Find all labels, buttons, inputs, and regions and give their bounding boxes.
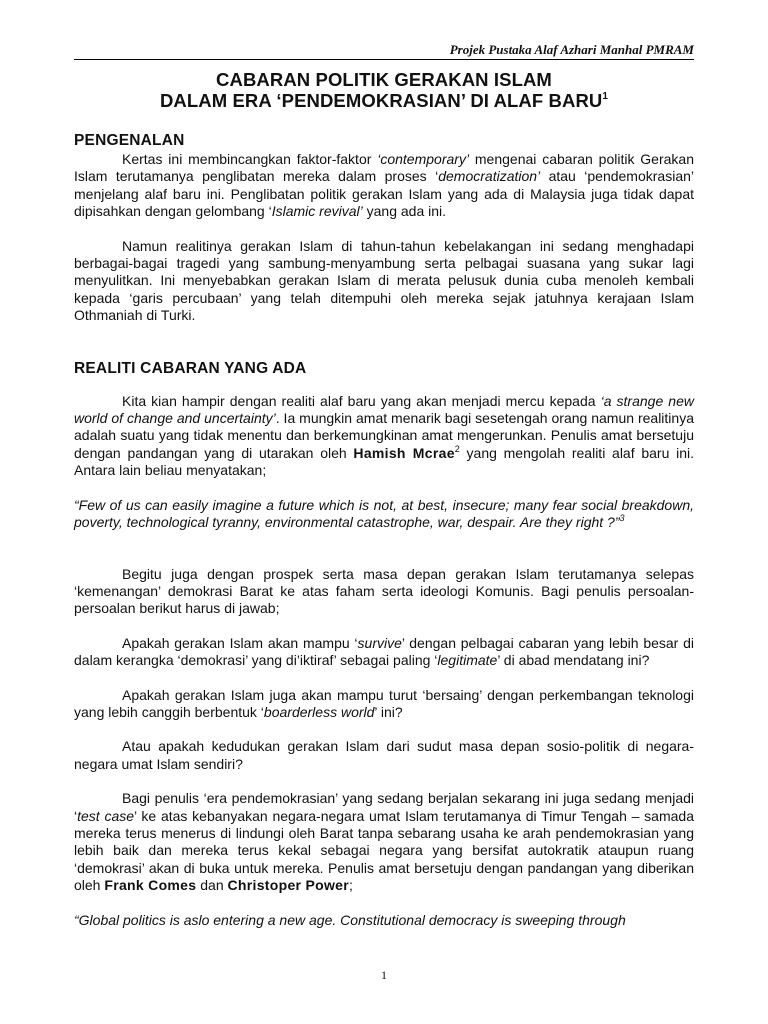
term-survive: survive (357, 634, 402, 651)
author-name-christoper-power: Christoper Power (227, 877, 349, 894)
paragraph-8-text-a: Bagi penulis ‘era pendemokrasian’ yang sedang berjalan sekarang ini juga sedang menjadi ‘ (74, 790, 694, 824)
title-line-1: CABARAN POLITIK GERAKAN ISLAM (216, 69, 552, 90)
paragraph-1-text-b: mengenai cabaran politik Gerakan Islam terutamanya penglibatan mereka dalam proses ‘ (74, 151, 694, 185)
paragraph-3-text-a: Kita kian hampir dengan realiti alaf baru yang akan menjadi mercu kepada (122, 392, 601, 409)
body-content (74, 131, 694, 929)
term-democratization: democratization’ (438, 168, 541, 185)
quote-1 (74, 497, 694, 532)
term-legitimate: legitimate (437, 652, 498, 669)
paragraph-8-text-b: ’ ke atas kebanyakan negara-negara umat Islam terutamanya di Timur Tengah – samada mereka terus menerus di lindungi oleh Barat tanpa sebarang usaha ke arah pendemokrasian yang lebih baik dan mereka terus kekal sebagai negara yang bersifat autokratik ataupun ruang ‘demokrasi’ akan di buka untuk mereka. Penulis amat bersetuju dengan pandangan yang diberikan oleh (74, 807, 694, 894)
paragraph-1-text-a: Kertas ini membincangkan faktor-faktor (122, 151, 378, 167)
paragraph-3-text-b: . Ia mungkin amat menarik bagi sesetengah orang namun realitinya adalah suatu yang tidak menentu dan berkemungkinan amat mengerunkan. Penulis amat bersetuju dengan pandangan yang di utarakan oleh (74, 410, 694, 461)
paragraph-5-text-b: ’ dengan pelbagai cabaran yang lebih besar di dalam kerangka ‘demokrasi’ yang di’iktiraf’ sebagai paling ‘ (74, 634, 695, 669)
paragraph-6-text-b: ’ ini? (374, 703, 403, 720)
paragraph-8-conjunction: dan (196, 877, 228, 894)
section-heading-realiti: REALITI CABARAN YANG ADA (74, 359, 307, 377)
paragraph-1 (74, 151, 694, 221)
paragraph-4: Begitu juga dengan prospek serta masa depan gerakan Islam terutamanya selepas ‘kemenangan’ demokrasi Barat ke atas faham serta ideologi Komunis. Bagi penulis persoalan-persoalan berikut harus di jawab; (74, 565, 694, 617)
term-strange-new-world: ‘a strange new world of change and uncertainty’ (74, 392, 694, 427)
quote-1-text: “Few of us can easily imagine a future which is not, at best, insecure; many fear social breakdown, poverty, technological tyranny, environmental catastrophe, war, despair. Are they right ?” (74, 496, 694, 531)
term-boarderless-world: boarderless world (263, 703, 375, 720)
paragraph-8 (74, 790, 694, 894)
author-name-frank-comes: Frank Comes (104, 877, 197, 894)
page-number: 1 (381, 968, 387, 982)
paragraph-7: Atau apakah kedudukan gerakan Islam dari sudut masa depan sosio-politik di negara-negara umat Islam sendiri? (74, 738, 694, 772)
footnote-mark-2: 2 (454, 443, 460, 454)
paragraph-5 (74, 635, 694, 670)
title-footnote-mark: 1 (602, 91, 609, 102)
term-islamic-revival: Islamic revival’ (271, 203, 363, 220)
section-heading-pengenalan: PENGENALAN (74, 132, 185, 149)
term-contemporary: ‘contemporary’ (377, 151, 470, 167)
paragraph-6 (74, 687, 694, 722)
paper-title (74, 69, 694, 111)
paragraph-3 (74, 393, 694, 480)
title-line-2-text: DALAM ERA ‘PENDEMOKRASIAN’ DI ALAF BARU (159, 90, 603, 111)
paragraph-6-text-a: Apakah gerakan Islam juga akan mampu turut ‘bersaing’ dengan perkembangan teknologi yang lebih canggih berbentuk ‘ (74, 686, 694, 720)
paragraph-3-text-c: yang mengolah realiti alaf baru ini. Antara lain beliau menyatakan; (74, 444, 694, 479)
author-name-hamish-mcrae: Hamish Mcrae (353, 444, 455, 461)
paragraph-2: Namun realitinya gerakan Islam di tahun-tahun kebelakangan ini sedang menghadapi berbagai-bagai tragedi yang sambung-menyambung serta pelbagai suasana yang sukar lagi menyulitkan. Ini menyebabkan gerakan Islam di merata pelusuk dunia cuba menoleh kembali kepada ‘garis percubaan’ yang telah ditempuhi oleh mereka sejak jatuhnya kerajaan Islam Othmaniah di Turki. (74, 237, 694, 324)
paragraph-1-text-d: yang ada ini. (362, 203, 447, 220)
paragraph-8-text-c: ; (349, 877, 353, 894)
paragraph-5-text-a: Apakah gerakan Islam akan mampu ‘ (122, 634, 358, 651)
running-header: Projek Pustaka Alaf Azhari Manhal PMRAM (74, 43, 694, 60)
footnote-mark-3: 3 (619, 513, 625, 524)
quote-2: “Global politics is aslo entering a new age. Constitutional democracy is sweeping through (74, 911, 626, 928)
paragraph-1-text-c: atau ‘pendemokrasian’ menjelang alaf baru ini. Penglibatan politik gerakan Islam yang ada di Malaysia juga tidak dapat dipisahkan dengan gelombang ‘ (74, 168, 694, 220)
paragraph-5-text-c: ’ di abad mendatang ini? (497, 652, 650, 669)
title-line-2 (74, 90, 694, 111)
term-test-case: test case (77, 807, 135, 824)
